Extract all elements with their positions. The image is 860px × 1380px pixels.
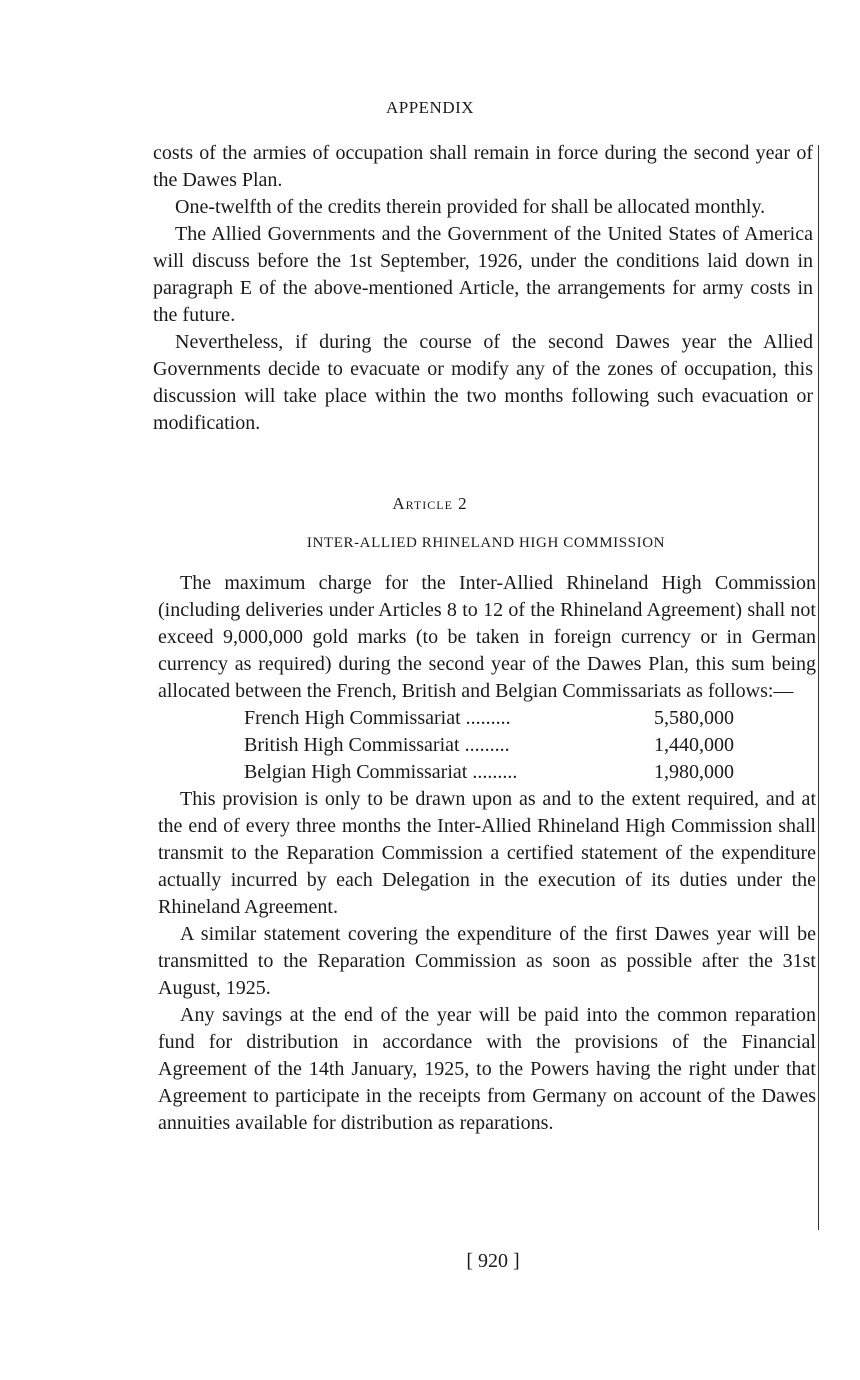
allocation-label: Belgian High Commissariat ......... <box>244 761 518 783</box>
page-number: [ 920 ] <box>466 1250 520 1272</box>
paragraph: One-twelfth of the credits therein provided for shall be allocated monthly. <box>175 196 766 218</box>
paragraph: costs of the armies of occupation shall remain in force during the second year of the Dawes Plan. <box>153 142 813 191</box>
allocation-table <box>244 705 734 786</box>
section-title: INTER-ALLIED RHINELAND HIGH COMMISSION <box>306 535 666 551</box>
running-head: APPENDIX <box>385 98 475 117</box>
paragraph: The Allied Governments and the Government of the United States of America will discuss before the 1st September, 1926, under the conditions laid down in paragraph E of the above-mentioned Article, the arrangements for army costs in the future. <box>153 223 813 326</box>
article-1-continuation <box>153 140 813 437</box>
table-row <box>244 705 734 732</box>
article-2-body <box>158 570 816 1137</box>
allocation-amount: 1,980,000 <box>654 761 734 783</box>
allocation-label: British High Commissariat ......... <box>244 734 510 756</box>
margin-rule <box>818 145 819 1230</box>
paragraph: The maximum charge for the Inter-Allied Rhineland High Commission (including deliveries under Articles 8 to 12 of the Rhineland Agreement) shall not exceed 9,000,000 gold marks (to be taken in foreign currency or in German currency as required) during the second year of the Dawes Plan, this sum being allocated between the French, British and Belgian Commissariats as follows:— <box>158 572 816 702</box>
paragraph: Nevertheless, if during the course of the second Dawes year the Allied Governments decide to evacuate or modify any of the zones of occupation, this discussion will take place within the two months following such evacuation or modification. <box>153 331 813 434</box>
article-title: Article 2 <box>392 494 468 513</box>
table-row <box>244 732 734 759</box>
table-row <box>244 759 734 786</box>
allocation-amount: 1,440,000 <box>654 734 734 756</box>
allocation-amount: 5,580,000 <box>654 707 734 729</box>
paragraph: Any savings at the end of the year will be paid into the common reparation fund for distribution in accordance with the provisions of the Financial Agreement of the 14th January, 1925, to the Powers having the right under that Agreement to participate in the receipts from Germany on account of the Dawes annuities available for distribution as reparations. <box>158 1004 816 1134</box>
allocation-label: French High Commissariat ......... <box>244 707 511 729</box>
paragraph: This provision is only to be drawn upon as and to the extent required, and at the end of every three months the Inter-Allied Rhineland High Commission shall transmit to the Reparation Commission a certified statement of the expenditure actually incurred by each Delegation in the execution of its duties under the Rhineland Agreement. <box>158 788 816 918</box>
paragraph: A similar statement covering the expenditure of the first Dawes year will be transmitted to the Reparation Commission as soon as possible after the 31st August, 1925. <box>158 923 816 999</box>
